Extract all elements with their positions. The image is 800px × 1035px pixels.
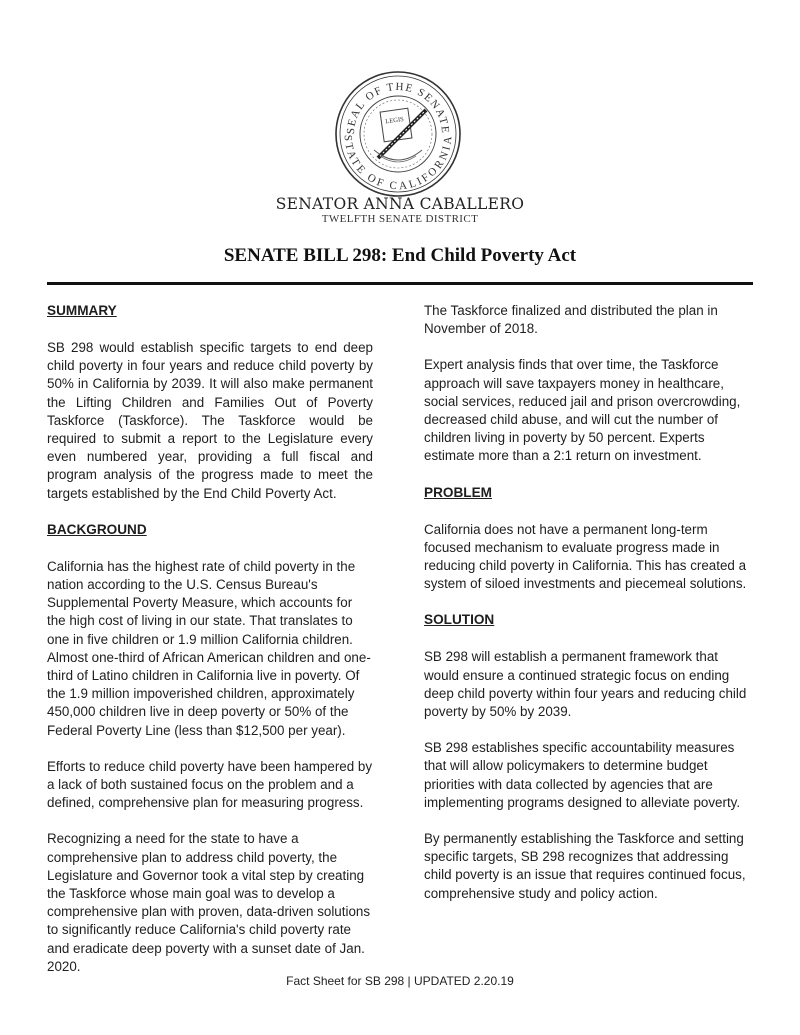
background-paragraph: California has the highest rate of child poverty in the nation according to the U.S. Census Bureau's Supplemental Poverty Measure, which accounts for the high cost of living in our state. That translates to one in five children or 1.9 million California children. Almost one-third of African American children and one-third of Latino children in California live in poverty. Of the 1.9 million impoverished children, approximately 450,000 children live in deep poverty or 50% of the Federal Poverty Line (less than $12,500 per year). [47,558,371,738]
solution-heading: SOLUTION [424,612,495,628]
senator-name: SENATOR ANNA CABALLERO [275,195,525,213]
bill-title: SENATE BILL 298: End Child Poverty Act [223,245,577,266]
background-paragraph: Recognizing a need for the state to have a comprehensive plan to address child poverty, the Legislature and Governor took a vital step by creating the Taskforce whose main goal was to develop a comprehensive plan with proven, data-driven solutions to significantly reduce California's child poverty rate and eradicate deep poverty with a sunset date of Jan. 2020. [47,831,371,974]
senate-seal-icon [334,70,462,198]
background-heading: BACKGROUND [47,521,147,537]
solution-paragraph: SB 298 will establish a permanent framework that would ensure a continued strategic focus on ending deep child poverty within four years and reducing child poverty by 50% by 2039. [424,649,747,720]
page-footer: Fact Sheet for SB 298 | UPDATED 2.20.19 [286,974,514,988]
solution-paragraph: SB 298 establishes specific accountability measures that will allow policymakers to determine budget priorities with data collected by agencies that are implementing programs designed to alleviate poverty. [424,740,741,810]
senate-district: TWELFTH SENATE DISTRICT [321,213,479,225]
background-paragraph: Efforts to reduce child poverty have been hampered by a lack of both sustained focus on the problem and a defined, comprehensive plan for measuring progress. [47,758,373,811]
background-continued-paragraph: Expert analysis finds that over time, the Taskforce approach will save taxpayers money in healthcare, social services, reduced jail and prison overcrowding, decreased child abuse, and will cut the number of children living in poverty by 50 percent. Experts estimate more than a 2:1 return on investment. [424,357,741,464]
right-column [424,302,754,921]
summary-heading: SUMMARY [47,303,117,318]
left-column [47,302,373,994]
background-continued-paragraph: The Taskforce finalized and distributed the plan in November of 2018. [424,303,718,337]
header-divider [47,282,753,285]
svg-text:SEAL OF THE SENATE: SEAL OF THE SENATE [344,80,452,135]
problem-paragraph: California does not have a permanent long-term focused mechanism to evaluate progress made in reducing child poverty in California. This has created a system of siloed investments and piecemeal solutions. [424,521,747,592]
problem-heading: PROBLEM [424,484,492,500]
solution-paragraph: By permanently establishing the Taskforce and setting specific targets, SB 298 recognizes that addressing child poverty is an issue that requires continued focus, comprehensive study and policy action. [424,831,746,901]
summary-paragraph: SB 298 would establish specific targets to end deep child poverty in four years and reduce child poverty by 50% in California by 2039. It will also make permanent the Lifting Children and Families Out of Poverty Taskforce (Taskforce). The Taskforce would be required to submit a report to the Legislature every even numbered year, providing a full fiscal and program analysis of the progress made to meet the targets established by the End Child Poverty Act. [47,340,373,501]
svg-text:STATE OF CALIFORNIA: STATE OF CALIFORNIA [341,134,455,193]
svg-text:LEGIS: LEGIS [384,115,405,126]
